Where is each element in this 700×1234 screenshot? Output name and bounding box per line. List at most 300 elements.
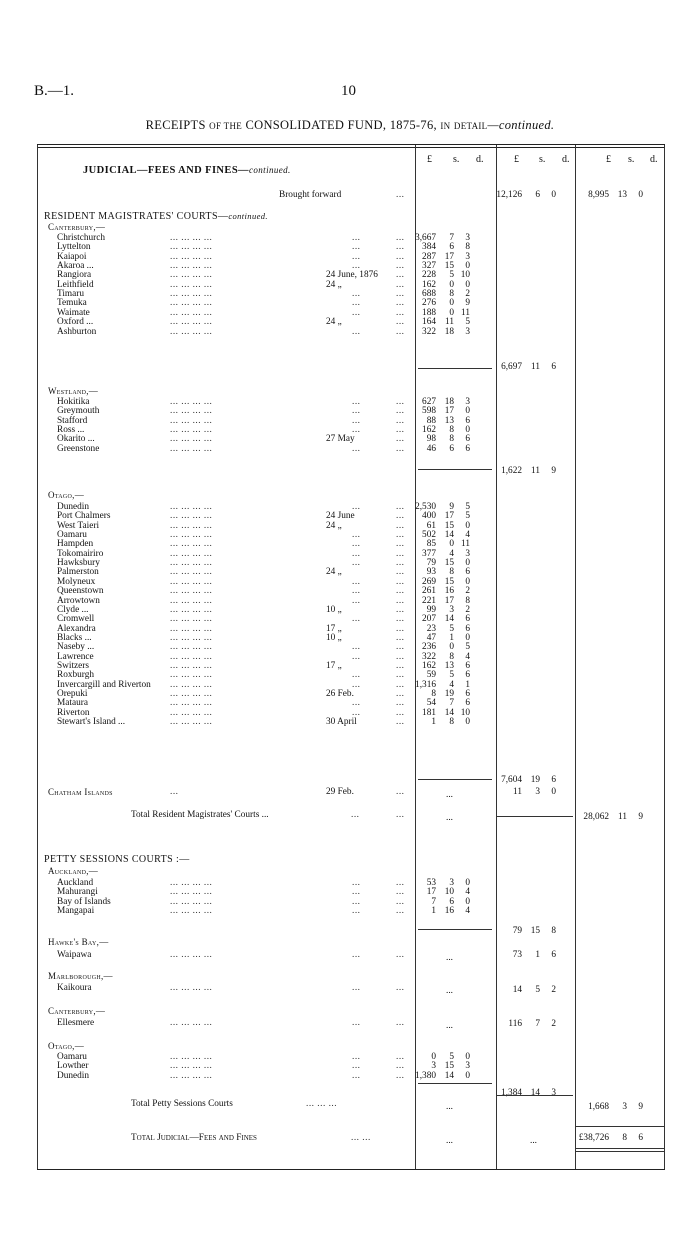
leader-dots: ... ... ... ... [170,261,213,272]
amount-pounds: 1,380 [415,1070,436,1081]
leader-dots: ... [396,1061,405,1072]
amount-pounds: 14 [512,985,522,995]
leader-dots: ... [396,298,405,309]
place-name: Stafford [57,415,88,426]
amount-pence: 5 [465,511,470,522]
amount-shillings: 8 [449,434,454,445]
amount-shillings: 18 [444,326,454,337]
leader-dots: ... ... ... ... [170,307,213,318]
leader-dots: ... [396,896,405,907]
leader-dots: ... [396,906,405,917]
date-note: 27 May [326,434,355,445]
empty-cell: ... [446,1136,453,1146]
amount-pounds: 3,667 [415,233,436,243]
amount [490,1088,556,1098]
leader-dots: ... ... ... [306,1099,338,1109]
leader-dots: ... ... ... ... [170,576,213,587]
amount-pence: 6 [551,775,556,785]
leader-dots: ... [352,397,361,407]
amount-pounds: 164 [422,317,436,328]
table-frame [37,144,665,1170]
amount-shillings: 8 [449,567,454,578]
leader-dots: ... [396,983,405,993]
leader-dots: ... ... ... ... [170,502,213,512]
leader-dots: ... [352,298,361,309]
amount-pence: 3 [551,1088,556,1098]
amount-pence: 3 [465,548,470,559]
leader-dots: ... ... ... ... [170,289,213,300]
leader-dots: ... [396,1018,405,1028]
amount-pence: 6 [465,415,470,426]
leader-dots: ... [396,717,405,728]
place-name: Akaroa ... [57,261,94,272]
leader-dots: ... [396,595,405,606]
amount-pence: 0 [465,717,470,728]
leader-dots: ... ... ... ... [170,950,213,960]
amount-pounds: 377 [422,548,436,559]
place-name: Cromwell [57,614,95,625]
date-note: 29 Feb. [326,787,354,797]
leader-dots: ... ... ... ... [170,326,213,337]
rule-line [418,779,492,780]
place-name: Bay of Islands [57,896,111,907]
leader-dots: ... ... ... ... [170,443,213,454]
amount [490,1019,556,1029]
amount-pence: 10 [460,270,470,281]
amount-pounds: 79 [426,558,436,569]
amount-shillings: 11 [445,317,454,328]
place-name: Tokomairiro [57,548,104,559]
amount-pounds: 502 [422,530,436,541]
amount-shillings: 11 [531,362,540,372]
leader-dots: ... [396,539,405,550]
amount-pence: 6 [465,614,470,625]
amount-shillings: 16 [444,586,454,597]
amount-pence: 6 [638,1133,643,1143]
place-name: Hampden [57,539,94,550]
leader-dots: ... [352,406,361,417]
place-name: Oamaru [57,530,87,541]
amount-pence: 6 [465,689,470,699]
leader-dots: ... [352,698,361,709]
amount-pounds: 23 [426,623,436,634]
leader-dots: ... [352,539,361,550]
amount-pence: 8 [465,595,470,606]
amount-shillings: 0 [449,279,454,290]
amount [490,950,556,960]
amount-shillings: 7 [535,1019,540,1029]
amount-shillings: 15 [444,576,454,587]
leader-dots: ... [352,242,361,253]
rm-heading-text: RESIDENT MAGISTRATES' COURTS— [44,211,229,222]
date-note: 24 June, 1876 [326,270,378,281]
amount-pounds: 17 [426,887,436,898]
leader-dots: ... ... ... ... [170,233,213,243]
amount-pence: 0 [465,406,470,417]
leader-dots: ... [396,604,405,615]
leader-dots: ... [396,632,405,643]
amount-pounds: 0 [431,1052,436,1062]
place-name: Kaiapoi [57,251,87,262]
date-note: 24 June [326,511,355,522]
leader-dots: ... [396,614,405,625]
empty-cell: ... [530,1136,537,1146]
leader-dots: ... [352,443,361,454]
amount-pence: 6 [465,660,470,671]
place-name: Ross ... [57,425,85,436]
leader-dots: ... [396,406,405,417]
amount-pence: 3 [465,1061,470,1072]
place-name: Lowther [57,1061,89,1072]
leader-dots: ... [396,651,405,662]
leader-dots: ... [396,576,405,587]
amount-pounds: 88 [426,415,436,426]
amount-shillings: 3 [535,787,540,797]
amount-shillings: 17 [444,595,454,606]
place-name: Waimate [57,307,90,318]
amount-shillings: 5 [449,670,454,681]
amount-shillings: 8 [622,1133,627,1143]
amount-pounds: 46 [426,443,436,454]
leader-dots: ... [352,289,361,300]
amount-pence: 6 [551,950,556,960]
amount-shillings: 13 [444,415,454,426]
place-name: Ellesmere [57,1018,95,1028]
amount-shillings: 4 [449,679,454,690]
amount-shillings: 15 [444,558,454,569]
amount-pounds: 181 [422,707,436,718]
leader-dots: ... ... ... ... [170,896,213,907]
leader-dots: ... [352,415,361,426]
date-note: 24 „ [326,567,342,578]
leader-dots: ... [352,679,361,690]
amount-shillings: 5 [449,1052,454,1062]
amount [490,926,556,936]
leader-dots: ... [352,425,361,436]
amount-pence: 0 [551,787,556,797]
place-name: Mahurangi [57,887,98,898]
leader-dots: ... ... ... ... [170,595,213,606]
amount-pence: 2 [465,604,470,615]
amount-pounds: 73 [512,950,522,960]
place-name: Leithfield [57,279,94,290]
amount-pounds: 384 [422,242,436,253]
amount-pence: 6 [465,623,470,634]
amount-pence: 0 [551,190,556,200]
amount-pounds: 627 [422,397,436,407]
leader-dots: ... [352,878,361,888]
amount-shillings: 6 [535,190,540,200]
amount [573,190,643,200]
leader-dots: ... [396,289,405,300]
amount-pounds: 54 [426,698,436,709]
amount [490,362,556,372]
amount-shillings: 10 [444,887,454,898]
amount-pounds: 12,126 [496,190,522,200]
place-name: Oamaru [57,1052,87,1062]
leader-dots: ... [396,415,405,426]
place-name: Molyneux [57,576,96,587]
rule-line [576,1126,664,1127]
amount-pounds: 322 [422,651,436,662]
leader-dots: ... ... ... ... [170,539,213,550]
amount-pence: 0 [465,1070,470,1081]
amount-pence: 6 [465,698,470,709]
amount [490,775,556,785]
empty-cell: ... [446,1021,453,1031]
amount-pence: 0 [465,896,470,907]
leader-dots: ... [396,520,405,531]
place-name: West Taieri [57,520,100,531]
amount-pounds: £38,726 [578,1133,609,1143]
rule-line [576,1148,664,1149]
leader-dots: ... [396,698,405,709]
leader-dots: ... ... ... ... [170,520,213,531]
leader-dots: ... ... ... ... [170,642,213,653]
leader-dots: ... [352,576,361,587]
amount-shillings: 14 [530,1088,540,1098]
leader-dots: ... [352,233,361,243]
place-name: Waipawa [57,950,92,960]
page-title: RECEIPTS OF THE CONSOLIDATED FUND, 1875-76, IN DETAIL—continued. [145,118,555,132]
leader-dots: ... [352,906,361,917]
rm-heading-cont: continued. [228,211,268,221]
amount-pence: 6 [551,362,556,372]
amount-shillings: 15 [444,261,454,272]
leader-dots: ... ... ... ... [170,1018,213,1028]
amount-shillings: 0 [449,642,454,653]
amount [573,812,643,822]
amount [404,717,470,727]
leader-dots: ... [352,586,361,597]
total-ps-label: Total Petty Sessions Courts [131,1099,233,1109]
place-name: Switzers [57,660,90,671]
date-note: 17 „ [326,623,342,634]
leader-dots: ... ... ... ... [170,689,213,699]
ps-heading: PETTY SESSIONS COURTS :— [44,854,190,865]
amount-shillings: 13 [617,190,627,200]
leader-dots: ... [352,530,361,541]
amount-pence: 2 [551,1019,556,1029]
leader-dots: ... ... ... ... [170,567,213,578]
amount-pence: 0 [465,1052,470,1062]
amount-pence: 1 [465,679,470,690]
leader-dots: ... [352,887,361,898]
amount-pence: 10 [460,707,470,718]
amount-pounds: 221 [422,595,436,606]
place-name: Lyttelton [57,242,91,253]
amount-pounds: 99 [426,604,436,615]
place-name: Naseby ... [57,642,95,653]
page-ref: B.—1. [34,83,75,99]
leader-dots: ... ... ... ... [170,983,213,993]
amount-pence: 9 [638,812,643,822]
page-number: 10 [341,83,356,99]
leader-dots: ... [396,1070,405,1081]
amount-pounds: 162 [422,279,436,290]
leader-dots: ... [352,614,361,625]
leader-dots: ... [352,1052,361,1062]
leader-dots: ... ... ... ... [170,548,213,559]
place-name: Palmerston [57,567,99,578]
leader-dots: ... [396,279,405,290]
empty-cell: ... [446,986,453,996]
leader-dots: ... [396,251,405,262]
leader-dots: ... ... ... ... [170,425,213,436]
leader-dots: ... [396,270,405,281]
place-name: Orepuki [57,689,88,699]
amount-pounds: 59 [426,670,436,681]
leader-dots: ... ... ... ... [170,698,213,709]
amount-pence: 3 [465,251,470,262]
leader-dots: ... [396,586,405,597]
place-name: Mangapai [57,906,95,917]
amount-shillings: 13 [444,660,454,671]
leader-dots: ... [352,1061,361,1072]
amount-pence: 0 [465,878,470,888]
place-name: Mataura [57,698,88,709]
leader-dots: ... [396,660,405,671]
date-note: 10 „ [326,632,342,643]
place-name: Clyde ... [57,604,89,615]
leader-dots: ... [396,558,405,569]
leader-dots: ... ... ... ... [170,707,213,718]
amount-pounds: 7,604 [501,775,522,785]
amount-pence: 4 [465,887,470,898]
total-rm-label: Total Resident Magistrates' Courts ... [131,810,269,820]
amount [490,190,556,200]
leader-dots: ... [396,443,405,454]
leader-dots: ... [352,651,361,662]
amount-shillings: 5 [449,270,454,281]
leader-dots: ... ... ... ... [170,397,213,407]
leader-dots: ... [396,810,405,820]
leader-dots: ... [396,434,405,445]
amount-shillings: 5 [449,623,454,634]
leader-dots: ... ... ... ... [170,604,213,615]
subhead-hawkes-bay: Hawke's Bay,— [48,937,109,947]
leader-dots: ... [352,307,361,318]
amount-pence: 2 [465,586,470,597]
leader-dots: ... ... ... ... [170,511,213,522]
leader-dots: ... ... ... ... [170,317,213,328]
amount-pounds: 287 [422,251,436,262]
place-name: Timaru [57,289,85,300]
amount-pounds: 53 [426,878,436,888]
amount-pence: 5 [465,502,470,512]
leader-dots: ... ... ... ... [170,906,213,917]
place-name: Invercargill and Riverton [57,679,151,690]
leader-dots: ... [352,595,361,606]
amount-pence: 3 [465,326,470,337]
subhead-marlborough: Marlborough,— [48,971,113,981]
amount-pounds: 28,062 [583,812,609,822]
leader-dots: ... ... ... ... [170,586,213,597]
amount-pence: 2 [551,985,556,995]
amount-pounds: 1 [431,717,436,728]
amount-pence: 0 [638,190,643,200]
section-title: JUDICIAL—FEES AND FINES—continued. [83,165,291,176]
amount [573,1102,643,1112]
place-name: Blacks ... [57,632,92,643]
place-name: Hawksbury [57,558,100,569]
amount-pence: 11 [461,307,470,318]
amount-shillings: 4 [449,548,454,559]
date-note: 26 Feb. [326,689,354,699]
place-name: Okarito ... [57,434,95,445]
amount-pence: 3 [465,397,470,407]
empty-cell: ... [446,790,453,800]
amount-pence: 6 [465,434,470,445]
place-name: Temuka [57,298,87,309]
amount-pence: 0 [465,576,470,587]
amount-pence: 8 [551,926,556,936]
amount-pounds: 688 [422,289,436,300]
leader-dots: ... [352,251,361,262]
amount-pence: 0 [465,558,470,569]
amount-shillings: 0 [449,298,454,309]
amount-pence: 9 [638,1102,643,1112]
amount-pounds: 85 [426,539,436,550]
amount-shillings: 3 [622,1102,627,1112]
subhead-chatham: Chatham Islands [48,787,113,797]
leader-dots: ... [352,261,361,272]
leader-dots: ... ... ... ... [170,1052,213,1062]
amount-shillings: 17 [444,251,454,262]
leader-dots: ... ... ... ... [170,679,213,690]
place-name: Riverton [57,707,90,718]
place-name: Stewart's Island ... [57,717,126,728]
subhead-otago-ps: Otago,— [48,1041,85,1051]
leader-dots: ... ... ... ... [170,632,213,643]
leader-dots: ... ... [351,1133,371,1143]
amount-pounds: 2,530 [415,502,436,512]
place-name: Greymouth [57,406,100,417]
date-note: 24 „ [326,520,342,531]
leader-dots: ... [170,787,179,797]
leader-dots: ... [396,950,405,960]
leader-dots: ... ... ... ... [170,415,213,426]
empty-cell: ... [446,813,453,823]
leader-dots: ... [396,878,405,888]
leader-dots: ... [396,787,405,797]
rule-line [418,368,492,369]
empty-cell: ... [446,953,453,963]
amount-pounds: 6,697 [501,362,522,372]
amount-shillings: 19 [444,689,454,699]
amount-pence: 0 [465,632,470,643]
place-name: Lawrence [57,651,94,662]
leader-dots: ... [396,623,405,634]
amount-pounds: 188 [422,307,436,318]
date-note: 24 „ [326,317,342,328]
amount-pounds: 162 [422,425,436,436]
leader-dots: ... [396,679,405,690]
place-name: Port Chalmers [57,511,111,522]
place-name: Greenstone [57,443,100,454]
subhead-canterbury-ps: Canterbury,— [48,1006,106,1016]
amount-pounds: 322 [422,326,436,337]
amount-shillings: 3 [449,878,454,888]
leader-dots: ... [396,307,405,318]
place-name: Roxburgh [57,670,95,681]
leader-dots: ... [396,1052,405,1062]
place-name: Alexandra [57,623,96,634]
amount-shillings: 8 [449,289,454,300]
leader-dots: ... [396,261,405,272]
place-name: Christchurch [57,233,106,243]
leader-dots: ... ... ... ... [170,614,213,625]
